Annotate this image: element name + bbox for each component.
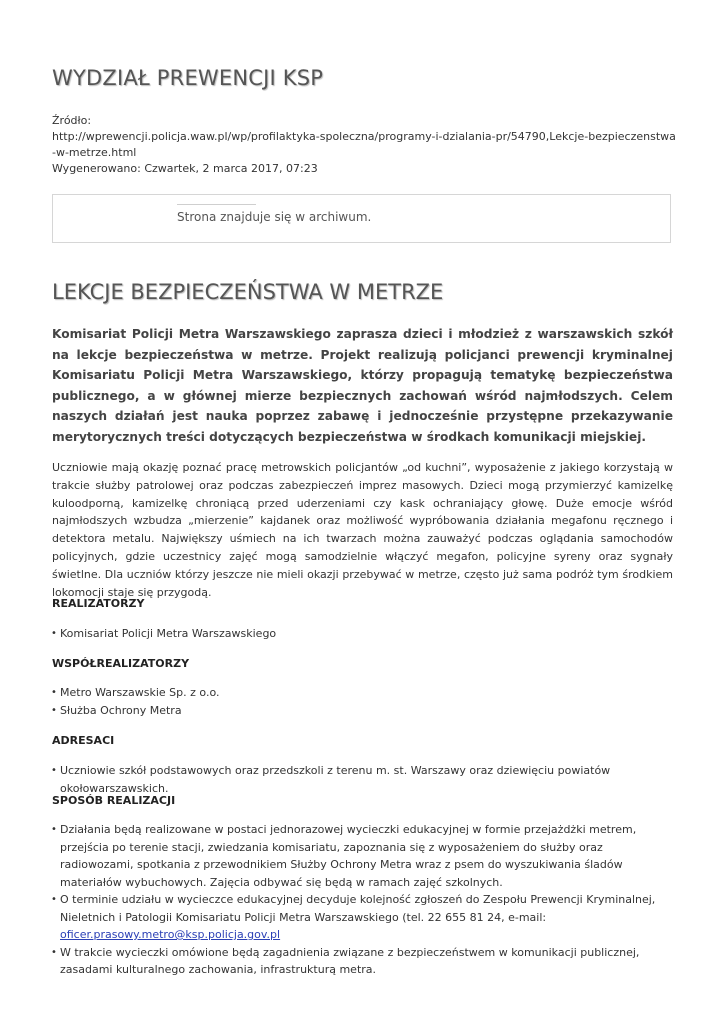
heading-adresaci: ADRESACI (52, 734, 115, 747)
site-title: WYDZIAŁ PREWENCJI KSP (52, 66, 324, 90)
list-item: • Służba Ochrony Metra (52, 702, 673, 720)
list-item: • Uczniowie szkół podstawowych oraz przedszkoli z terenu m. st. Warszawy oraz dziewięciu powiatów okołowarszawskich. (52, 762, 673, 797)
list-wspolrealizatorzy (52, 684, 673, 719)
list-adresaci (52, 762, 673, 797)
archive-divider (177, 204, 256, 205)
article-title: LEKCJE BEZPIECZEŃSTWA W METRZE (52, 280, 444, 304)
contact-email-link[interactable]: oficer.prasowy.metro@ksp.policja.gov.pl (60, 928, 281, 941)
contact-text: O terminie udziału w wycieczce edukacyjnej decyduje kolejność zgłoszeń do Zespołu Prewencji Kryminalnej, Nieletnich i Patologii Komisariatu Policji Metra Warszawskiego (tel. 22 655 81 24, e-mail: (60, 893, 656, 924)
list-item: • W trakcie wycieczki omówione będą zagadnienia związane z bezpieczeństwem w komunikacji publicznej, zasadami kulturalnego zachowania, infrastrukturą metra. (52, 944, 673, 979)
list-item: • Metro Warszawskie Sp. z o.o. (52, 684, 673, 702)
list-item: • Działania będą realizowane w postaci jednorazowej wycieczki edukacyjnej w formie przejażdżki metrem, przejścia po terenie stacji, zwiedzania komisariatu, zapoznania się z wyposażeniem do służby oraz radiowozami, spotkania z przewodnikiem Służby Ochrony Metra wraz z psem do wyszukiwania śladów materiałów wybuchowych. Zajęcia odbywać się będą w ramach zajęć szkolnych. (52, 821, 673, 891)
source-meta (52, 113, 677, 177)
list-realizatorzy (52, 625, 673, 643)
list-item: • Komisariat Policji Metra Warszawskiego (52, 625, 673, 643)
list-sposob-realizacji (52, 821, 673, 979)
heading-wspolrealizatorzy: WSPÓŁREALIZATORZY (52, 657, 190, 670)
source-label: Źródło: (52, 114, 92, 127)
heading-sposob-realizacji: SPOSÓB REALIZACJI (52, 794, 176, 807)
list-item (52, 891, 673, 944)
heading-realizatorzy: REALIZATORZY (52, 597, 145, 610)
archive-message: Strona znajduje się w archiwum. (177, 210, 372, 224)
generated-timestamp: Wygenerowano: Czwartek, 2 marca 2017, 07:23 (52, 162, 318, 175)
article-lead: Komisariat Policji Metra Warszawskiego zaprasza dzieci i młodzież z warszawskich szkół na lekcje bezpieczeństwa w metrze. Projekt realizują policjanci prewencji kryminalnej Komisariatu Policji Metra Warszawskiego, którzy propagują tematykę bezpieczeństwa publicznego, a w głównej mierze bezpiecznych zachowań wśród najmłodszych. Celem naszych działań jest nauka poprzez zabawę i jednocześnie przystępne przekazywanie merytorycznych treści dotyczących bezpieczeństwa w środkach komunikacji miejskiej. (52, 327, 673, 444)
article-body: Uczniowie mają okazję poznać pracę metrowskich policjantów „od kuchni”, wyposażenie z jakiego korzystają w trakcie służby patrolowej oraz podczas zabezpieczeń imprez masowych. Dzieci mogą przymierzyć kamizelkę kuloodporną, kamizelkę chroniącą przed uderzeniami czy kask ochraniający głowę. Duże emocje wśród najmłodszych wzbudza „mierzenie” kajdanek oraz możliwość wypróbowania działania megafonu ręcznego i detektora metalu. Największy uśmiech na ich twarzach można zauważyć podczas oglądania samochodów policyjnych, gdzie uczestnicy zajęć mogą samodzielnie włączyć megafon, policyjne syreny oraz sygnały świetlne. Dla uczniów którzy jeszcze nie mieli okazji przebywać w metrze, często już sama podróż tym środkiem lokomocji staje się przygodą. (52, 461, 673, 599)
archive-notice (52, 194, 671, 243)
source-url: http://wprewencji.policja.waw.pl/wp/profilaktyka-spoleczna/programy-i-dzialania-pr/54790,Lekcje-bezpieczenstwa-w-metrze.html (52, 130, 676, 159)
